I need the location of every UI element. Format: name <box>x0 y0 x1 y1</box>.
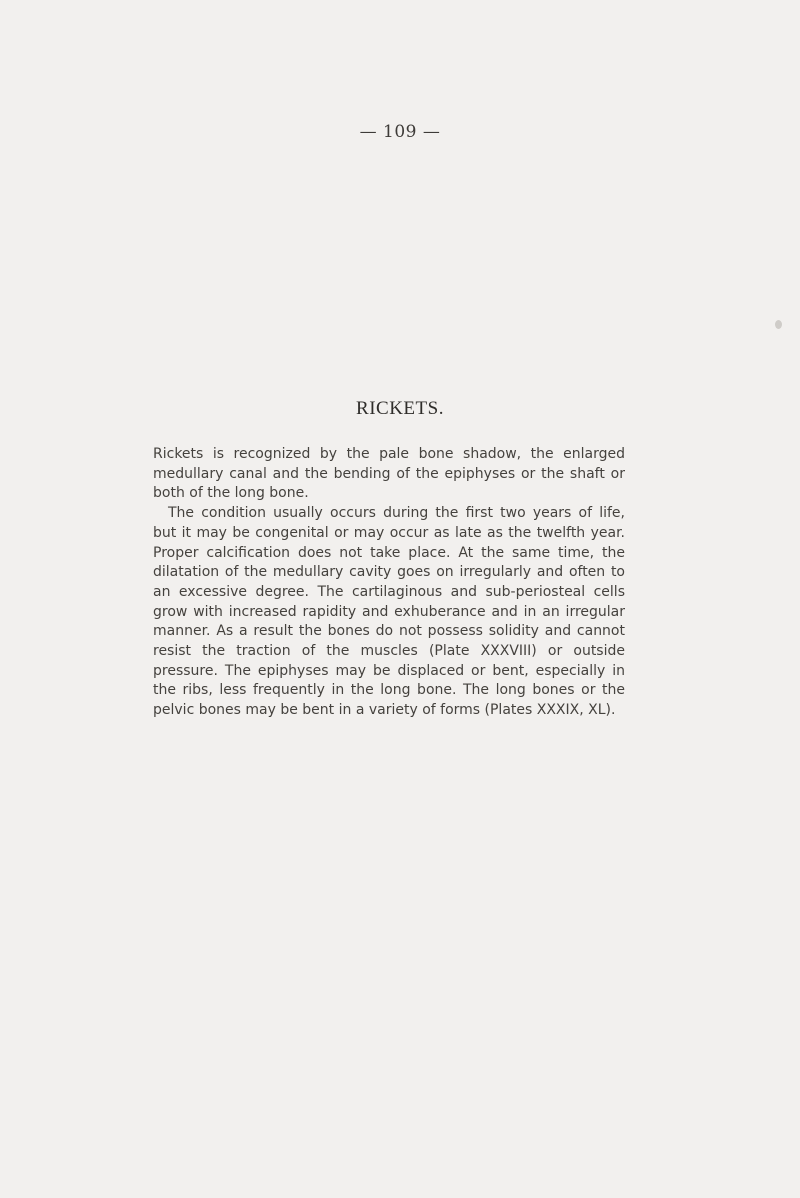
body-text <box>153 445 625 721</box>
paper-speck <box>775 320 782 329</box>
paragraph-1: Rickets is recognized by the pale bone shadow, the enlarged medullary canal and the bending of the epiphyses or the shaft or both of the long bone. <box>153 446 625 502</box>
paragraph-2: The condition usually occurs during the first two years of life, but it may be congenital or may occur as late as the twelfth year. Proper calcification does not take place. At the same time, the dilatation of the medullary cavity goes on irregularly and often to an excessive degree. The cartilaginous and sub-periosteal cells grow with increased rapidity and exhuberance and in an irregular manner. As a result the bones do not possess solidity and cannot resist the traction of the muscles (Plate XXXVIII) or outside pressure. The epiphyses may be displaced or bent, especially in the ribs, less frequently in the long bone. The long bones or the pelvic bones may be bent in a variety of forms (Plates XXXIX, XL). <box>153 505 625 719</box>
page-number: — 109 — <box>359 122 441 142</box>
section-heading: RICKETS. <box>356 398 444 419</box>
